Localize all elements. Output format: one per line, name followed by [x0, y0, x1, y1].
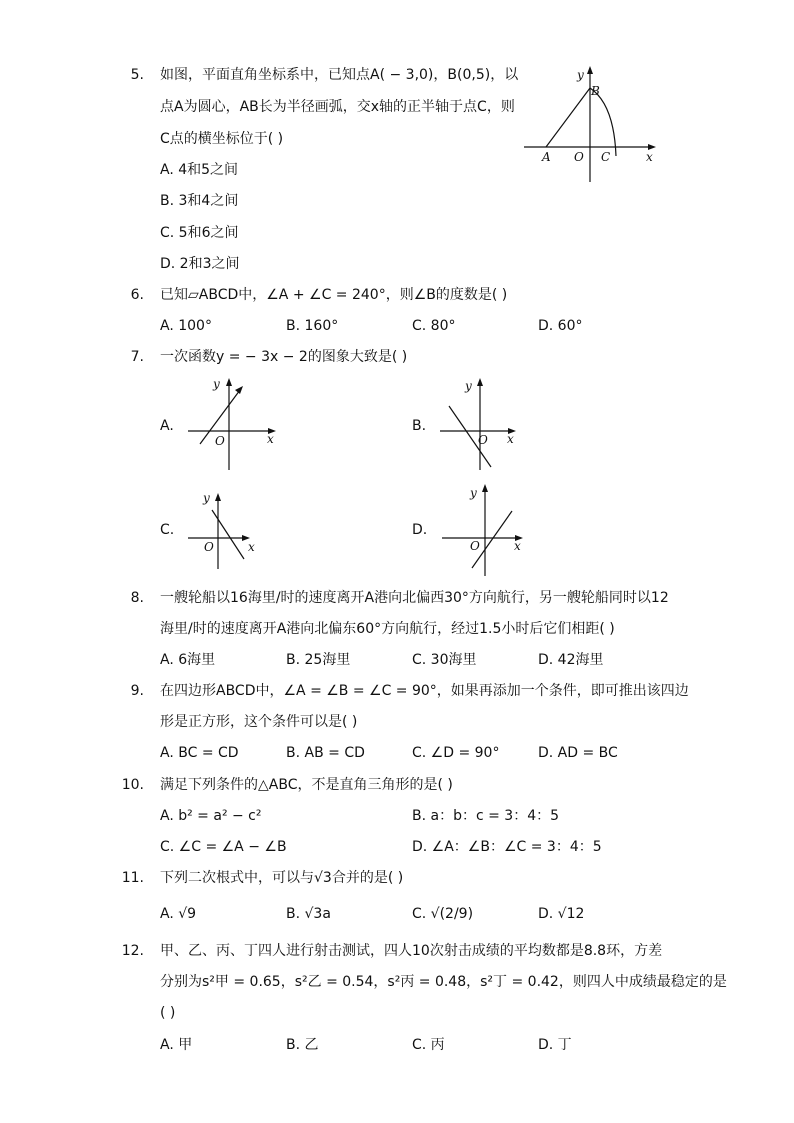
- svg-text:O: O: [204, 540, 214, 554]
- question-number: 12.: [121, 943, 144, 959]
- option-c: C. 丙: [412, 1037, 445, 1053]
- option-d: D. 60°: [538, 318, 583, 334]
- svg-text:O: O: [470, 539, 480, 553]
- label-c: C: [601, 150, 611, 164]
- option-b: B. AB = CD: [286, 745, 365, 761]
- option-a: A. 4和5之间: [160, 162, 239, 178]
- option-a: A. 6海里: [160, 652, 216, 668]
- option-d-label: D.: [412, 522, 428, 538]
- question-number: 7.: [130, 349, 144, 365]
- option-d: D. √12: [538, 906, 585, 922]
- svg-text:O: O: [215, 434, 225, 448]
- question-stem-line: 点A为圆心，AB长为半径画弧，交x轴的正半轴于点C，则: [160, 99, 515, 115]
- option-d: D. AD = BC: [538, 745, 618, 761]
- question-number: 9.: [130, 683, 144, 699]
- svg-text:y: y: [213, 377, 220, 391]
- option-b: B. 3和4之间: [160, 193, 239, 209]
- svg-text:x: x: [248, 540, 255, 554]
- option-b: B. 乙: [286, 1037, 319, 1053]
- option-a-label: A.: [160, 418, 174, 434]
- question-number: 11.: [121, 870, 144, 886]
- question-stem: 满足下列条件的△ABC，不是直角三角形的是( ): [160, 777, 453, 793]
- question-stem: 下列二次根式中，可以与√3合并的是( ): [160, 870, 404, 886]
- option-b: B. 25海里: [286, 652, 351, 668]
- option-c: C. ∠D = 90°: [412, 745, 500, 761]
- option-d: D. 2和3之间: [160, 256, 240, 272]
- svg-text:y: y: [470, 486, 477, 500]
- option-c: C. 30海里: [412, 652, 477, 668]
- option-d: D. 42海里: [538, 652, 604, 668]
- question-number: 5.: [130, 67, 144, 83]
- option-a: A. 甲: [160, 1037, 193, 1053]
- question-stem-line: 形是正方形，这个条件可以是( ): [160, 714, 358, 730]
- question-stem-line: 一艘轮船以16海里/时的速度离开A港向北偏西30°方向航行，另一艘轮船同时以12: [160, 590, 669, 606]
- option-c: C. √(2/9): [412, 906, 474, 922]
- option-d: D. ∠A：∠B：∠C = 3：4：5: [412, 839, 602, 855]
- svg-text:O: O: [478, 433, 488, 447]
- question-number: 10.: [121, 777, 144, 793]
- svg-text:y: y: [465, 379, 472, 393]
- option-a: A. b² = a² − c²: [160, 808, 262, 824]
- question-number: 6.: [130, 287, 144, 303]
- question-stem-line: ( ): [160, 1005, 176, 1021]
- label-a: A: [542, 150, 551, 164]
- label-x: x: [646, 150, 653, 164]
- label-y: y: [577, 68, 584, 82]
- svg-text:y: y: [203, 491, 210, 505]
- option-b-label: B.: [412, 418, 427, 434]
- question-stem-line: 分别为s²甲 = 0.65，s²乙 = 0.54，s²丙 = 0.48，s²丁 = 0.42，则四人中成绩最稳定的是: [160, 974, 727, 990]
- option-b: B. a：b：c = 3：4：5: [412, 808, 560, 824]
- option-c: C. 5和6之间: [160, 225, 239, 241]
- option-c-label: C.: [160, 522, 175, 538]
- label-b: B: [591, 84, 600, 98]
- question-stem: 一次函数y = − 3x − 2的图象大致是( ): [160, 349, 408, 365]
- svg-text:x: x: [267, 432, 274, 446]
- question-number: 8.: [130, 590, 144, 606]
- option-d: D. 丁: [538, 1037, 572, 1053]
- question-stem-line: 在四边形ABCD中，∠A = ∠B = ∠C = 90°，如果再添加一个条件，即可推出该四边: [160, 683, 689, 699]
- question-stem-line: 如图，平面直角坐标系中，已知点A( − 3,0)，B(0,5)，以: [160, 67, 519, 83]
- question-stem: 已知▱ABCD中，∠A + ∠C = 240°，则∠B的度数是( ): [160, 287, 508, 303]
- option-c: C. ∠C = ∠A − ∠B: [160, 839, 287, 855]
- svg-text:x: x: [507, 432, 514, 446]
- question-stem-line: 甲、乙、丙、丁四人进行射击测试，四人10次射击成绩的平均数都是8.8环，方差: [160, 943, 663, 959]
- option-a: A. 100°: [160, 318, 212, 334]
- label-o: O: [574, 150, 584, 164]
- option-c: C. 80°: [412, 318, 456, 334]
- svg-text:x: x: [514, 539, 521, 553]
- option-a: A. √9: [160, 906, 197, 922]
- option-b: B. √3a: [286, 906, 331, 922]
- question-stem-line: C点的横坐标位于( ): [160, 131, 284, 147]
- option-b: B. 160°: [286, 318, 339, 334]
- option-a: A. BC = CD: [160, 745, 239, 761]
- question-stem-line: 海里/时的速度离开A港向北偏东60°方向航行，经过1.5小时后它们相距( ): [160, 621, 615, 637]
